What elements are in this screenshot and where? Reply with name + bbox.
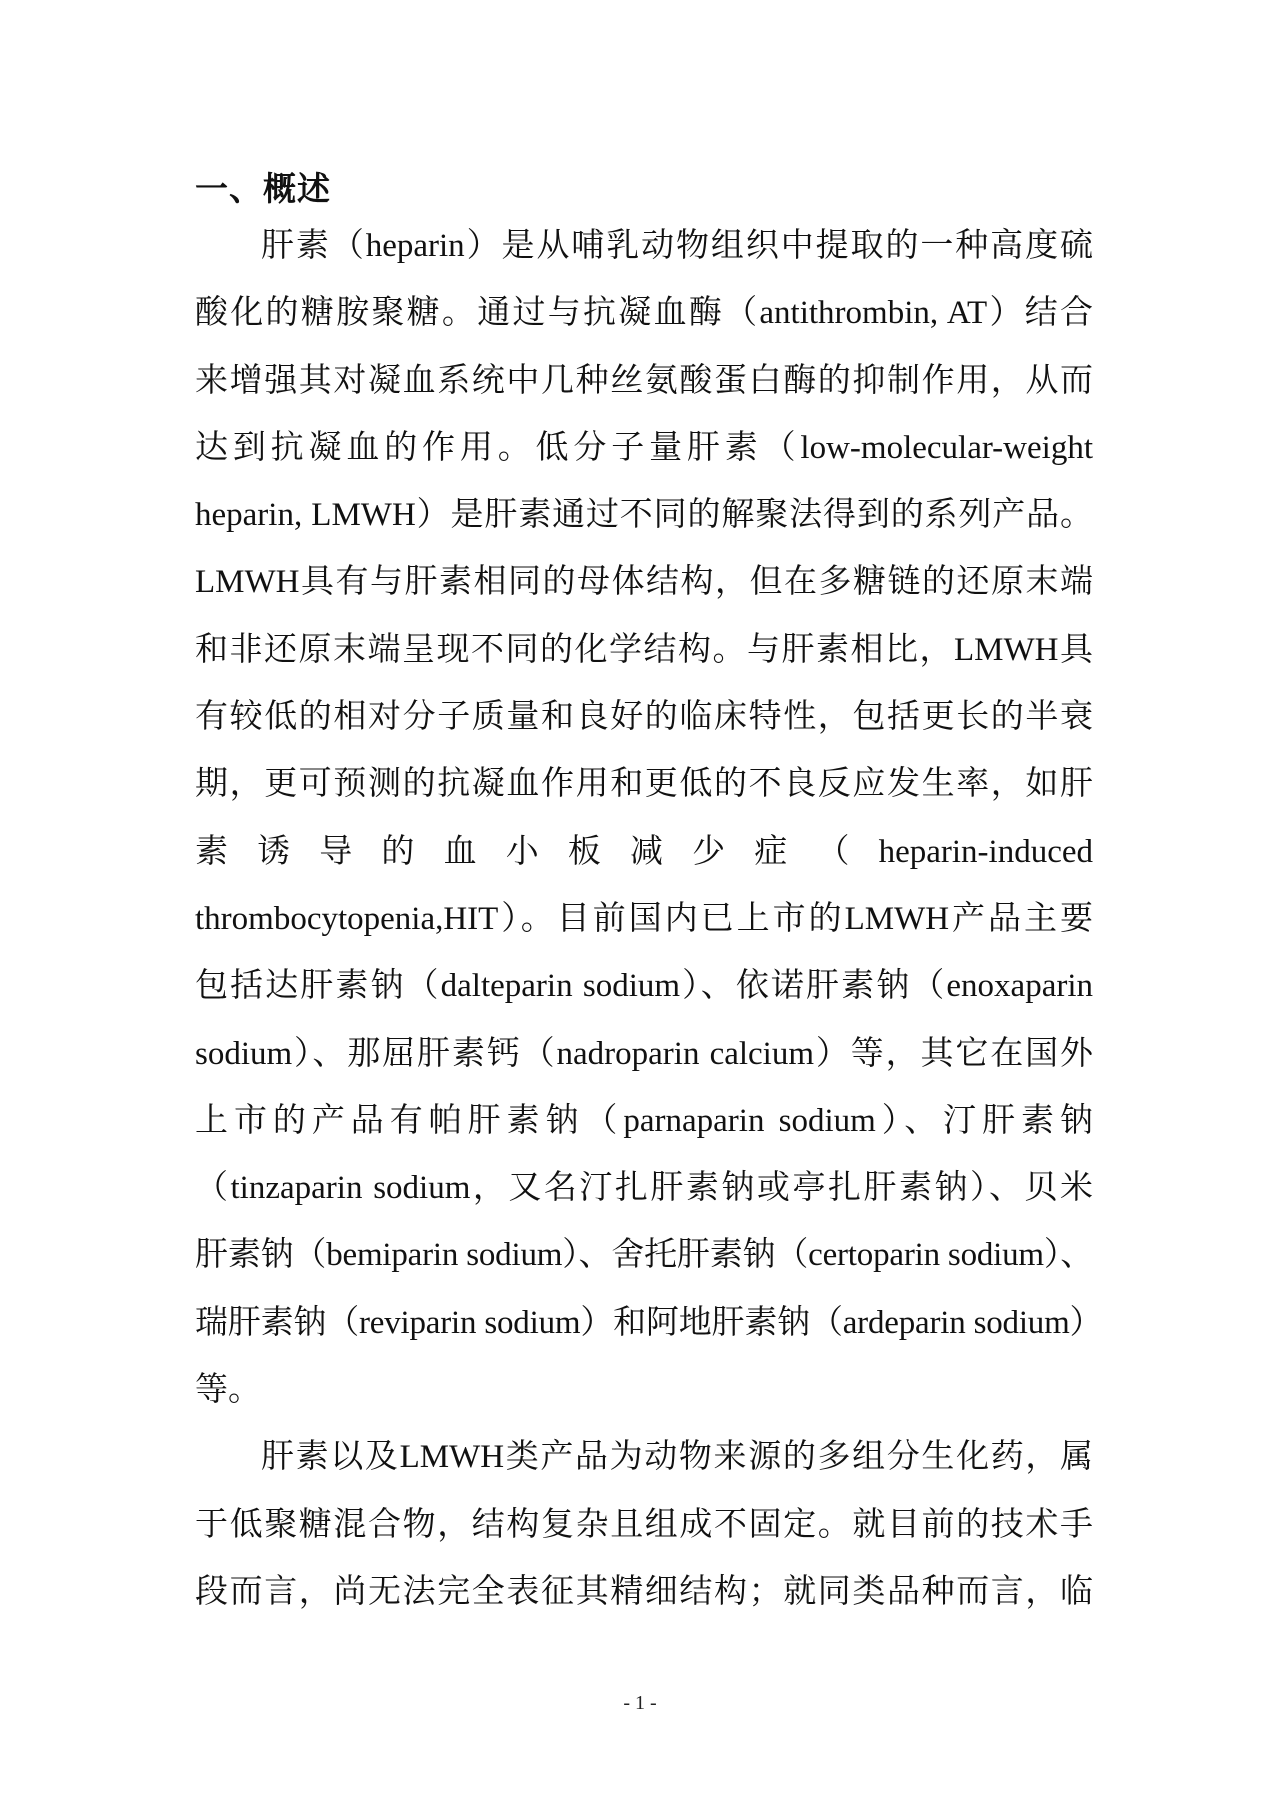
paragraph-line: thrombocytopenia,HIT）。目前国内已上市的LMWH产品主要 [195, 900, 1093, 937]
paragraph-line: 和非还原末端呈现不同的化学结构。与肝素相比，LMWH具 [195, 631, 1093, 668]
paragraph-line: 酸化的糖胺聚糖。通过与抗凝血酶（antithrombin, AT）结合 [195, 295, 1093, 332]
paragraph-line: 肝素钠（bemiparin sodium）、舍托肝素钠（certoparin sodium）、 [195, 1237, 1094, 1274]
paragraph-line: LMWH具有与肝素相同的母体结构，但在多糖链的还原末端 [195, 564, 1093, 601]
paragraph-line: 素诱导的血小板减少症（heparin-induced [195, 833, 1093, 870]
paragraph [195, 213, 1103, 1424]
paragraph-line: sodium）、那屈肝素钙（nadroparin calcium）等，其它在国外 [195, 1035, 1093, 1072]
paragraph-line: 期，更可预测的抗凝血作用和更低的不良反应发生率，如肝 [195, 766, 1093, 803]
section-heading: 一、概述 [195, 170, 331, 207]
paragraph-line: 于低聚糖混合物，结构复杂且组成不固定。就目前的技术手 [195, 1506, 1093, 1543]
paragraph-line: 肝素以及LMWH类产品为动物来源的多组分生化药，属 [261, 1439, 1093, 1476]
paragraph-line: （tinzaparin sodium，又名汀扎肝素钠或亭扎肝素钠）、贝米 [195, 1170, 1093, 1207]
paragraph-line: 段而言，尚无法完全表征其精细结构；就同类品种而言，临 [195, 1573, 1093, 1610]
paragraph-line: 达到抗凝血的作用。低分子量肝素（low-molecular-weight [195, 429, 1093, 466]
body-text [195, 213, 1103, 1626]
paragraph [195, 1424, 1093, 1626]
paragraph-line: 等。 [195, 1372, 261, 1409]
paragraph-line: 肝素（heparin）是从哺乳动物组织中提取的一种高度硫 [261, 228, 1093, 264]
page-number: - 1 - [623, 1692, 657, 1714]
paragraph-line: 包括达肝素钠（dalteparin sodium）、依诺肝素钠（enoxaparin [195, 968, 1093, 1005]
paragraph-line: 上市的产品有帕肝素钠（parnaparin sodium）、汀肝素钠 [195, 1102, 1093, 1139]
paragraph-line: heparin, LMWH）是肝素通过不同的解聚法得到的系列产品。 [195, 497, 1093, 534]
paragraph-line: 瑞肝素钠（reviparin sodium）和阿地肝素钠（ardeparin sodium） [195, 1304, 1103, 1341]
paragraph-line: 有较低的相对分子质量和良好的临床特性，包括更长的半衰 [195, 699, 1093, 736]
paragraph-line: 来增强其对凝血系统中几种丝氨酸蛋白酶的抑制作用，从而 [195, 362, 1093, 399]
